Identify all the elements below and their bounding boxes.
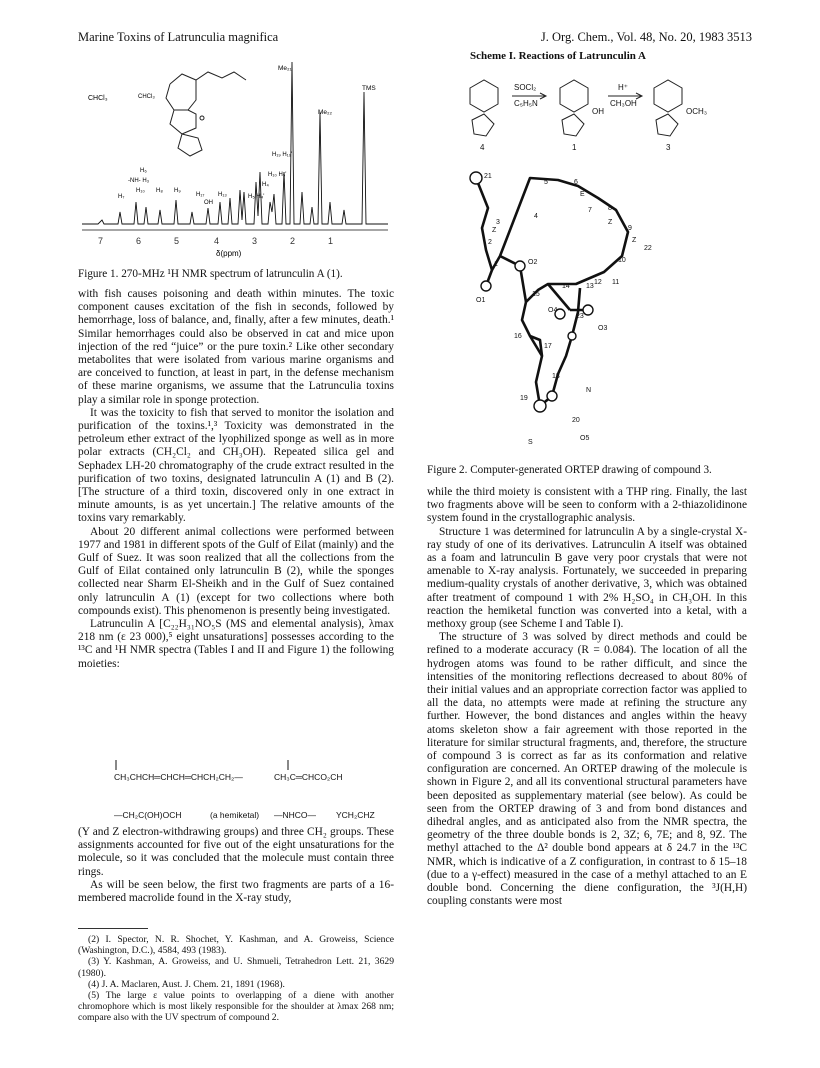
moieties-structures — [78, 760, 394, 826]
atom-1: 1 — [494, 261, 498, 268]
running-header-left: Marine Toxins of Latrunculia magnifica — [78, 30, 279, 44]
moiety-2: CH₃C═CHCO₂CH — [274, 772, 343, 782]
atom-9: 9 — [628, 225, 632, 232]
label-oh: OH — [204, 200, 213, 206]
atom-7: 7 — [588, 207, 592, 214]
atom-2: 2 — [488, 239, 492, 246]
atom-23: 23 — [576, 313, 584, 320]
compound-label-3: 3 — [666, 143, 671, 152]
atom-17: 17 — [544, 343, 552, 350]
left-paragraph-3: About 20 different animal collections were performed between 1977 and 1981 in different spots of the Gulf of Eilat (mainly) and the Gulf of Suez. It was soon realized that all the collections from the Gulf of Eilat contained only latrunculin B (2), while the sponges collected near Sharm El-Sheikh and in the Gulf of Suez contained only latrunculin A (1) (except for two collections where both compounds exist). This phenomenon is presently being investigated. — [78, 525, 394, 617]
footnote-4: (4) J. A. Maclaren, Aust. J. Chem. 21, 1891 (1968). — [88, 978, 285, 990]
moiety-4: —NHCO— — [274, 810, 317, 820]
atom-18: 18 — [552, 373, 560, 380]
label-h8: H₈ — [156, 188, 163, 194]
label-h9: H₉ — [174, 188, 181, 194]
moiety-1: CH₃CHCH═CHCH═CHCH₂CH₂— — [114, 772, 243, 782]
label-z-3: Z — [632, 237, 637, 244]
compound-label-1: 1 — [572, 143, 577, 152]
nmr-trace — [82, 62, 388, 224]
atom-o3: O3 — [598, 325, 608, 332]
running-header-right: J. Org. Chem., Vol. 48, No. 20, 1983 3513 — [540, 30, 752, 44]
label-h5h4: H₅ H₄' — [248, 194, 265, 200]
reagent1-top: SOCl₂ — [514, 83, 537, 92]
tick-4: 4 — [214, 236, 220, 246]
sub-oh: OH — [592, 107, 604, 116]
scheme-title: Scheme I. Reactions of Latrunculin A — [470, 50, 646, 62]
right-column — [427, 486, 747, 909]
atom-19: 19 — [520, 395, 528, 402]
scheme-reactions — [448, 66, 748, 152]
label-h4: H₄ — [262, 182, 269, 188]
atom-10: 10 — [618, 257, 626, 264]
atom-21: 21 — [484, 173, 492, 180]
atom-14: 14 — [562, 283, 570, 290]
tick-3: 3 — [252, 236, 258, 246]
label-h10: H₁₀ — [136, 188, 145, 194]
label-h10b: H₁₀ H₅' — [268, 172, 287, 178]
left-paragraph-6: As will be seen below, the first two fragments are parts of a 16-membered macrolide found in the X-ray study, — [78, 878, 394, 905]
atom-o1: O1 — [476, 297, 486, 304]
label-me22: Me₂₂ — [318, 109, 333, 116]
right-paragraph-3: The structure of 3 was solved by direct methods and could be refined to a moderate accuracy (R = 0.084). The location of all the hydrogen atoms was found to be rather difficult, and since the intensities of the monitoring reflections decreased to about 80% of their initial values and an appropriate correction factor was applied to all the data, no attempts were made at refining the structure any further. However, the bond distances and angles within the heavy atoms skeleton show a fair agreement with those reported in the literature for similar structural fragments, and, therefore, the structure of compound 3 is correct as far as its conformation and relative configuration are concerned. An ORTEP drawing of the molecule is shown in Figure 2, and all its conventional structural parameters have been deposited as supplementary material (see below). As could be seen from the ORTEP drawing of 3 and from bond distances and dihedral angles, and as anticipated also from the NMR spectra, the geometry of the three double bonds is 2, 3Z; 6, 7E; and 8, 9Z. The methyl attached to the Δ² double bond appears at δ 24.7 in the ¹³C NMR, which is indicative of a Z configuration, in contrast to δ 15–18 (due to a γ-effect) measured in the case of a methyl attached to an E double bond. Concerning the diene configuration, the ³J(H,H) coupling constants were most — [427, 631, 747, 908]
right-paragraph-1: while the third moiety is consistent with a THP ring. Finally, the last two fragments above will be seen to conform with a 2-thiazolidinone system found in the crystallographic analysis. — [427, 486, 747, 525]
left-column-after — [78, 826, 394, 905]
footnote-5: (5) The large ε value points to overlapping of a diene with another chromophore which is most likely responsible for the shoulder at λmax 268 nm; compare also with the UV spectrum of compound 2. — [78, 990, 394, 1024]
label-h7: H₇ — [118, 194, 125, 200]
footnote-rule — [78, 928, 148, 929]
reagent2-top: H⁺ — [618, 83, 628, 92]
left-paragraph-1: with fish causes poisoning and death within minutes. The toxic component causes excitation of the fish in seconds, followed by hemorrhage, loss of balance, and, finally, after a few minutes, death.¹ Similar hemorrhages could also be observed in cat and mice upon injection of the red “juice” or the pure toxin.² Like other secondary metabolites that were isolated from various marine organisms and are conceived to function, at least in part, in the defense mechanism of these marine organisms, we assume that the Latrunculia toxins play a similar role in sponge protection. — [78, 288, 394, 406]
sub-och3: OCH₃ — [686, 107, 708, 116]
atom-22: 22 — [644, 245, 652, 252]
nmr-axis-ticks — [98, 236, 333, 246]
footnote-2: (2) I. Spector, N. R. Shochet, Y. Kashman, and A. Groweiss, Science (Washington, D.C.), 4584, 493 (1983). — [78, 934, 394, 957]
atom-3: 3 — [496, 219, 500, 226]
atom-4: 4 — [534, 213, 538, 220]
label-e: E — [580, 191, 585, 198]
atom-13: 13 — [586, 283, 594, 290]
tick-2: 2 — [290, 236, 296, 246]
compound-label-4: 4 — [480, 143, 485, 152]
atom-6: 6 — [574, 179, 578, 186]
left-paragraph-4: Latrunculin A [C₂₂H₃₁NO₅S (MS and elemental analysis), λmax 218 nm (ε 23 000),⁵ eight unsaturations] possesses according to the ¹³C and ¹H NMR spectra (Tables I and II and Figure 1) the following moieties: — [78, 618, 394, 670]
footnotes — [78, 934, 394, 1024]
moiety-3: —CH₂C(OH)OCH — [114, 810, 182, 820]
label-z-1: Z — [492, 227, 497, 234]
atom-8: 8 — [608, 205, 612, 212]
latrunculin-structure-sketch — [166, 72, 246, 156]
atom-20: 20 — [572, 417, 580, 424]
label-h19: H₁₉ H₁₉' — [272, 152, 293, 158]
label-me21: Me₂₁ — [278, 65, 292, 72]
tick-1: 1 — [328, 236, 334, 246]
reagent1-bottom: C₅H₅N — [514, 99, 538, 108]
moiety-3-note: (a hemiketal) — [210, 810, 260, 820]
footnote-3: (3) Y. Kashman, A. Groweiss, and U. Shmueli, Tetrahedron Lett. 21, 3629 (1980). — [78, 956, 394, 979]
label-nh: -NH- H₃ — [128, 178, 150, 184]
atom-o4: O4 — [548, 307, 558, 314]
svg-text:CHCl₃: CHCl₃ — [138, 94, 155, 100]
label-chcl3: CHCl₃ — [88, 95, 108, 102]
atom-5: 5 — [544, 179, 548, 186]
label-z-2: Z — [608, 219, 613, 226]
label-tms: TMS — [362, 85, 376, 92]
left-paragraph-2: It was the toxicity to fish that served to monitor the isolation and purification of the toxins.¹,³ Toxicity was demonstrated in the petroleum ether extract of the lyophilized sponge as well as in more polar extracts (CH₂Cl₂ and CH₃OH). Repeated silica gel and Sephadex LH-20 chromatography of the crude extract resulted in the purification of two toxins, designated latrunculin A (1) and B (2). [The structure of a third toxin, discovered only in one extract in minute amounts, is as yet uncertain.] The relative amounts of the toxins vary remarkably. — [78, 406, 394, 525]
right-paragraph-2: Structure 1 was determined for latrunculin A by a single-crystal X-ray study of one of its derivatives. Latrunculin A itself was obtained as a foam and latrunculin B gave very poor crystals that were not amenable to X-ray analysis. Fortunately, we succeeded in preparing medium-quality crystals of another derivative, 3, which was obtained after treatment of compound 1 with 2% H₂SO₄ in CH₃OH. In this reaction the hemiketal function was converted into a ketal, with a methoxy group (see Scheme I and Table I). — [427, 525, 747, 631]
atom-11: 11 — [612, 279, 620, 286]
tick-5: 5 — [174, 236, 180, 246]
figure2-caption: Figure 2. Computer-generated ORTEP drawing of compound 3. — [427, 464, 712, 476]
label-h17: H₁₇ — [196, 192, 205, 198]
figure1-caption: Figure 1. 270-MHz ¹H NMR spectrum of latrunculin A (1). — [78, 268, 343, 280]
atom-n: N — [586, 387, 592, 394]
atom-s: S — [528, 439, 533, 446]
label-h6: H₆ — [140, 168, 147, 174]
left-column — [78, 288, 394, 671]
atom-15: 15 — [532, 291, 540, 298]
left-paragraph-5: (Y and Z electron-withdrawing groups) and three CH₂ groups. These assignments accounted for five out of the eight unsaturations for the molecule, so it was concluded that the molecule must contain three rings. — [78, 826, 394, 878]
tick-7: 7 — [98, 236, 104, 246]
atom-o2: O2 — [528, 259, 538, 266]
reagent2-bottom: CH₃OH — [610, 99, 637, 108]
moiety-5: YCH₂CHZ — [336, 810, 375, 820]
figure1-nmr-spectrum — [78, 52, 404, 264]
figure2-ortep-drawing — [448, 160, 748, 460]
atom-12: 12 — [594, 279, 602, 286]
atom-16: 16 — [514, 333, 522, 340]
label-h13: H₁₃ — [218, 192, 227, 198]
atom-o5: O5 — [580, 435, 590, 442]
nmr-axis-label: δ(ppm) — [216, 249, 242, 258]
tick-6: 6 — [136, 236, 142, 246]
